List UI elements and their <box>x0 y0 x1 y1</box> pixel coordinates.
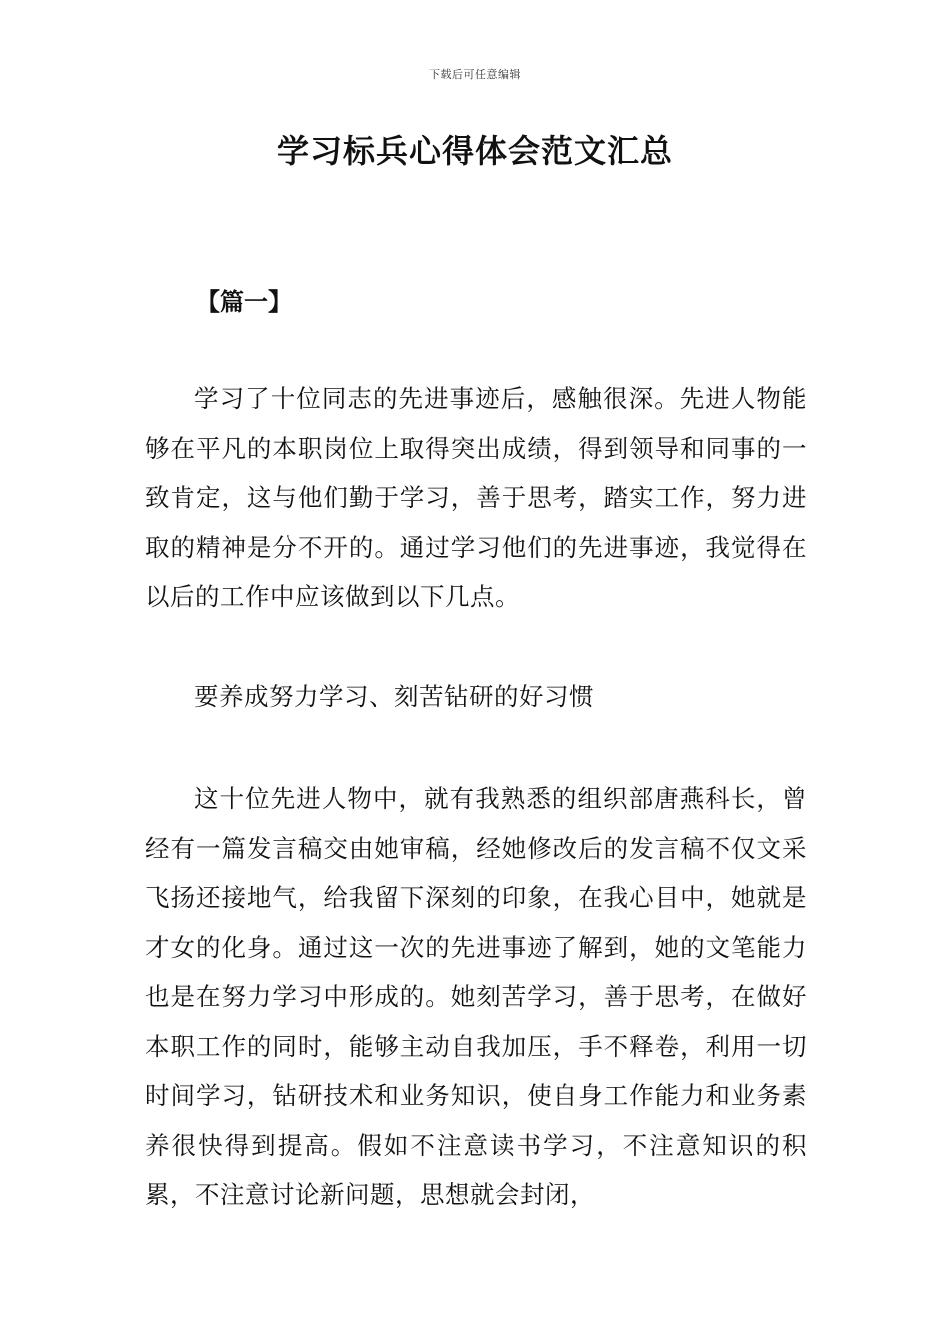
subheading: 要养成努力学习、刻苦钻研的好习惯 <box>194 682 594 711</box>
paragraph-1: 学习了十位同志的先进事迹后，感触很深。先进人物能够在平凡的本职岗位上取得突出成绩，得到领导和同事的一致肯定，这与他们勤于学习，善于思考，踏实工作，努力进取的精神是分不开的。通过学习他们的先进事迹，我觉得在以后的工作中应该做到以下几点。 <box>145 384 807 611</box>
subheading-block <box>145 672 807 722</box>
section-label: 【篇一】 <box>196 288 292 316</box>
document-title: 学习标兵心得体会范文汇总 <box>276 132 673 170</box>
paragraph-2: 这十位先进人物中，就有我熟悉的组织部唐燕科长，曾经有一篇发言稿交由她审稿，经她修改后的发言稿不仅文采飞扬还接地气，给我留下深刻的印象，在我心目中，她就是才女的化身。通过这一次的先进事迹了解到，她的文笔能力也是在努力学习中形成的。她刻苦学习，善于思考，在做好本职工作的同时，能够主动自我加压，手不释卷，利用一切时间学习，钻研技术和业务知识，使自身工作能力和业务素养很快得到提高。假如不注意读书学习，不注意知识的积累，不注意讨论新问题，思想就会封闭， <box>145 784 807 1209</box>
paragraph-1-block <box>145 374 807 622</box>
paragraph-2-block <box>145 774 807 1220</box>
header-note: 下载后可任意编辑 <box>429 68 521 81</box>
